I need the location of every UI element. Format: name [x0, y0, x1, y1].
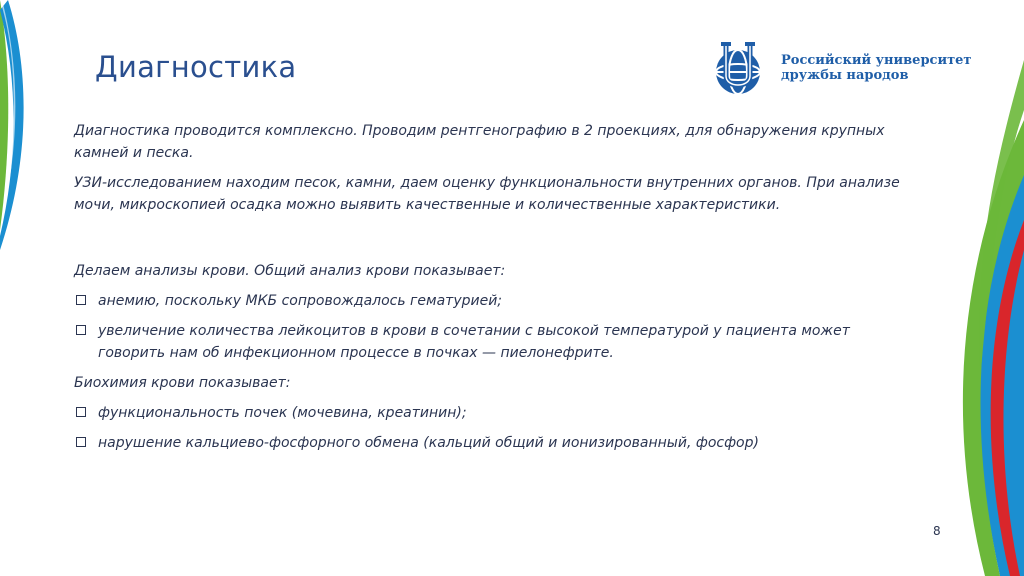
paragraph-ultrasound: УЗИ-исследованием находим песок, камни, даем оценку функциональности внутренних органов. При анализе мочи, микроскопией осадка можно выявить качественные и количественные характеристики. [74, 175, 900, 213]
logo-line-1: Российский университет [781, 53, 972, 68]
bullet-text: функциональность почек (мочевина, креатинин); [98, 405, 467, 421]
bullet-text: анемию, поскольку МКБ сопровождалось гематурией; [98, 293, 503, 309]
checkbox-bullet-icon [76, 437, 86, 447]
bullet-leukocytes [74, 320, 904, 364]
globe-emblem-icon [708, 40, 778, 100]
page-number: 8 [933, 524, 941, 538]
paragraph-xray: Диагностика проводится комплексно. Проводим рентгенографию в 2 проекциях, для обнаружения крупных камней и песка. [74, 123, 885, 161]
checkbox-bullet-icon [76, 407, 86, 417]
university-logo [708, 40, 988, 100]
bullet-anemia [74, 290, 904, 312]
bullet-calcium-phosphorus [74, 432, 904, 454]
logo-line-2: дружбы народов [781, 68, 909, 83]
slide-body [74, 120, 904, 462]
bullet-kidney-function [74, 402, 904, 424]
checkbox-bullet-icon [76, 295, 86, 305]
bullet-text: нарушение кальциево-фосфорного обмена (кальций общий и ионизированный, фосфор) [98, 435, 759, 451]
checkbox-bullet-icon [76, 325, 86, 335]
bullet-text: увеличение количества лейкоцитов в крови в сочетании с высокой температурой у пациента может говорить нам об инфекционном процессе в почках — пиелонефрите. [98, 323, 850, 361]
paragraph-blood-tests: Делаем анализы крови. Общий анализ крови показывает: [74, 263, 506, 279]
slide-title: Диагностика [95, 50, 297, 84]
paragraph-biochemistry: Биохимия крови показывает: [74, 375, 291, 391]
